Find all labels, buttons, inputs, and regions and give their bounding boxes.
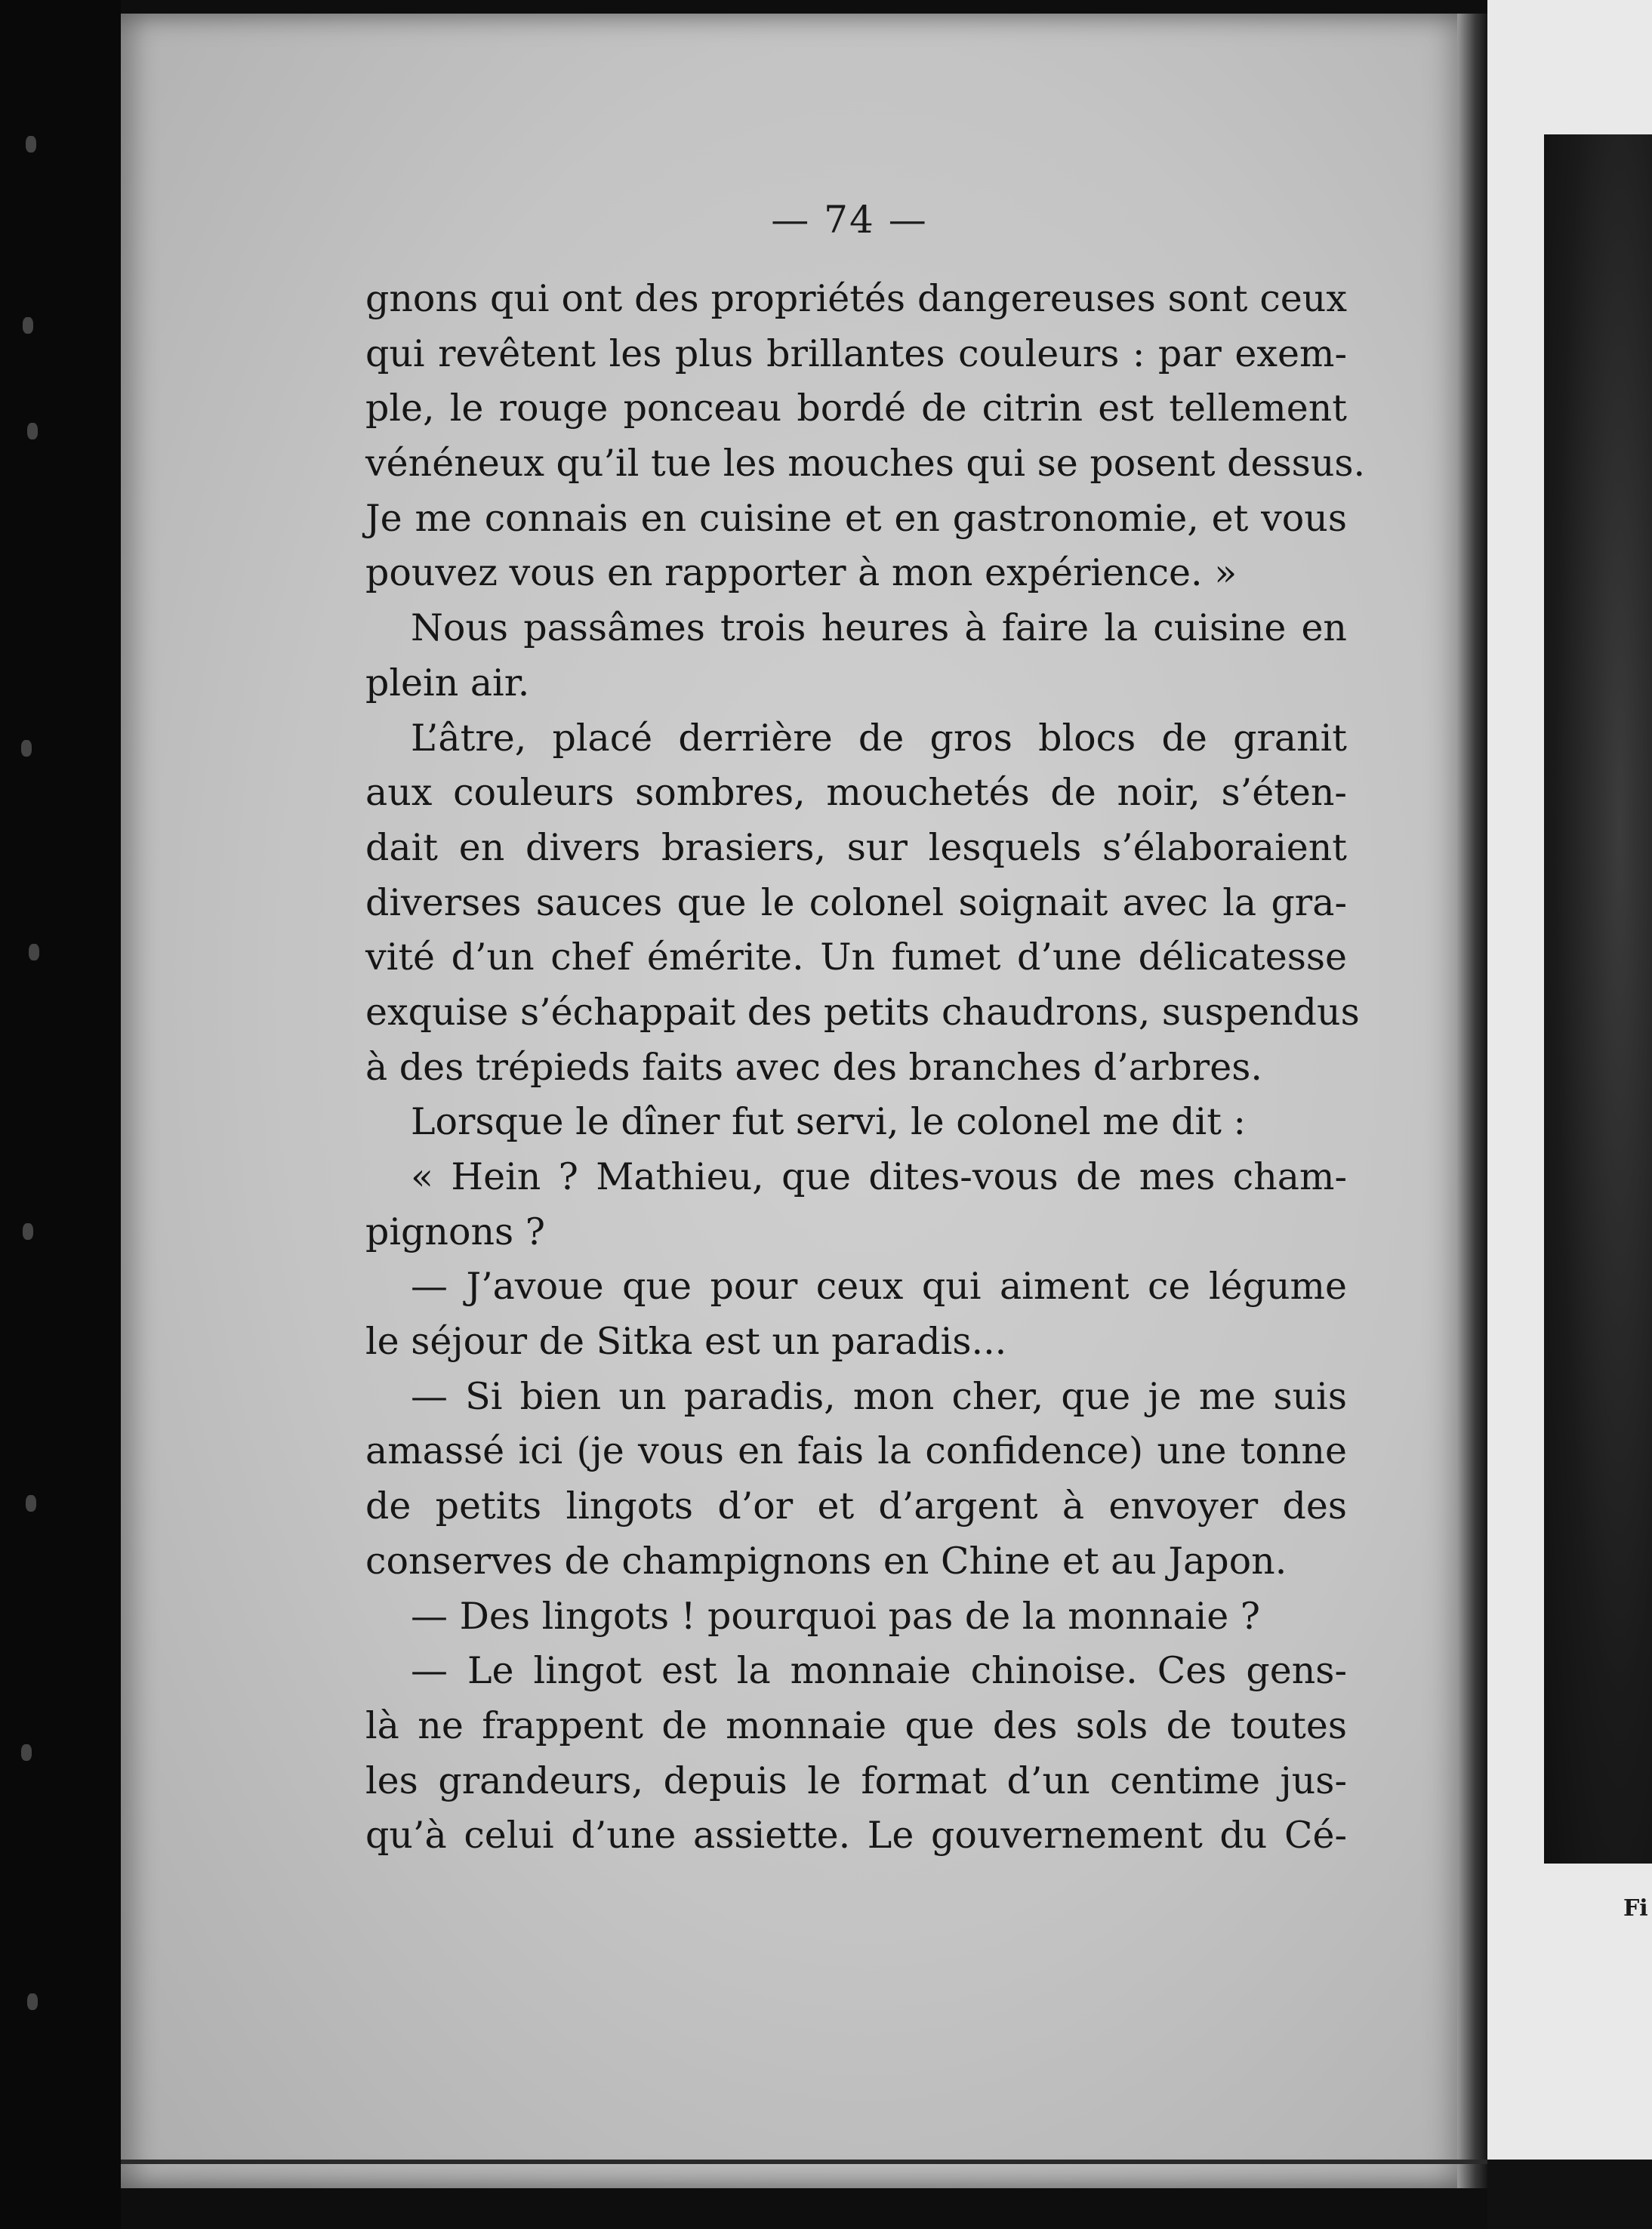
binding-speck <box>21 1744 32 1761</box>
text-line: pignons ? <box>365 1210 546 1253</box>
binding-speck <box>27 1993 38 2010</box>
scan-margin-left <box>0 0 121 2229</box>
text-line: pouvez vous en rapporter à mon expérience. » <box>365 551 1237 595</box>
text-line: « Hein ? Mathieu, que dites-vous de mes cham- <box>411 1155 1347 1198</box>
text-line: — Des lingots ! pourquoi pas de la monnaie ? <box>411 1594 1261 1638</box>
text-line: amassé ici (je vous en fais la confidence) une tonne <box>365 1429 1347 1473</box>
binding-speck <box>29 944 39 960</box>
text-line: conserves de champignons en Chine et au Japon. <box>365 1539 1287 1583</box>
text-line: de petits lingots d’or et d’argent à envoyer des <box>365 1484 1347 1528</box>
text-line: — J’avoue que pour ceux qui aiment ce légume <box>411 1265 1347 1309</box>
page-number: — 74 — <box>771 198 928 242</box>
text-line: — Si bien un paradis, mon cher, que je me suis <box>411 1374 1347 1418</box>
text-line: diverses sauces que le colonel soignait avec la gra- <box>365 880 1347 924</box>
text-line: ple, le rouge ponceau bordé de citrin est tellement <box>365 387 1347 430</box>
binding-speck <box>21 740 32 757</box>
text-line: Je me connais en cuisine et en gastronomie, et vous <box>365 496 1347 540</box>
page-body-text <box>365 272 1366 1864</box>
binding-speck <box>27 423 38 439</box>
binding-speck <box>23 1223 33 1240</box>
text-line: là ne frappent de monnaie que des sols de toutes <box>365 1703 1347 1747</box>
text-line: Lorsque le dîner fut servi, le colonel me dit : <box>411 1100 1246 1144</box>
text-line: le séjour de Sitka est un paradis... <box>365 1320 1007 1364</box>
binding-speck <box>26 1495 36 1512</box>
text-line: vénéneux qu’il tue les mouches qui se posent dessus. <box>365 442 1366 486</box>
text-line: les grandeurs, depuis le format d’un centime jus- <box>365 1759 1347 1802</box>
text-line: qui revêtent les plus brillantes couleurs : par exem- <box>365 331 1347 375</box>
text-line: vité d’un chef émérite. Un fumet d’une délicatesse <box>365 936 1347 979</box>
text-line: gnons qui ont des propriétés dangereuses sont ceux <box>365 277 1347 320</box>
binding-speck <box>23 317 33 334</box>
facing-page-illustration <box>1544 134 1652 1864</box>
facing-page-caption: Fi <box>1623 1895 1648 1922</box>
text-line: plein air. <box>365 661 530 704</box>
scan-margin-bottom <box>1487 2160 1652 2229</box>
page-gutter <box>1457 14 1487 2188</box>
text-line: exquise s’échappait des petits chaudrons, suspendus <box>365 990 1360 1034</box>
binding-speck <box>26 136 36 153</box>
text-line: à des trépieds faits avec des branches d’arbres. <box>365 1045 1262 1089</box>
text-line: aux couleurs sombres, mouchetés de noir, s’éten- <box>365 771 1347 815</box>
text-line: qu’à celui d’une assiette. Le gouvernement du Cé- <box>365 1814 1347 1858</box>
text-line: dait en divers brasiers, sur lesquels s’élaboraient <box>365 825 1347 869</box>
page-bottom-edge <box>121 2160 1487 2164</box>
text-line: L’âtre, placé derrière de gros blocs de granit <box>411 716 1347 760</box>
text-line: Nous passâmes trois heures à faire la cuisine en <box>411 606 1347 650</box>
text-line: — Le lingot est la monnaie chinoise. Ces gens- <box>411 1649 1347 1693</box>
